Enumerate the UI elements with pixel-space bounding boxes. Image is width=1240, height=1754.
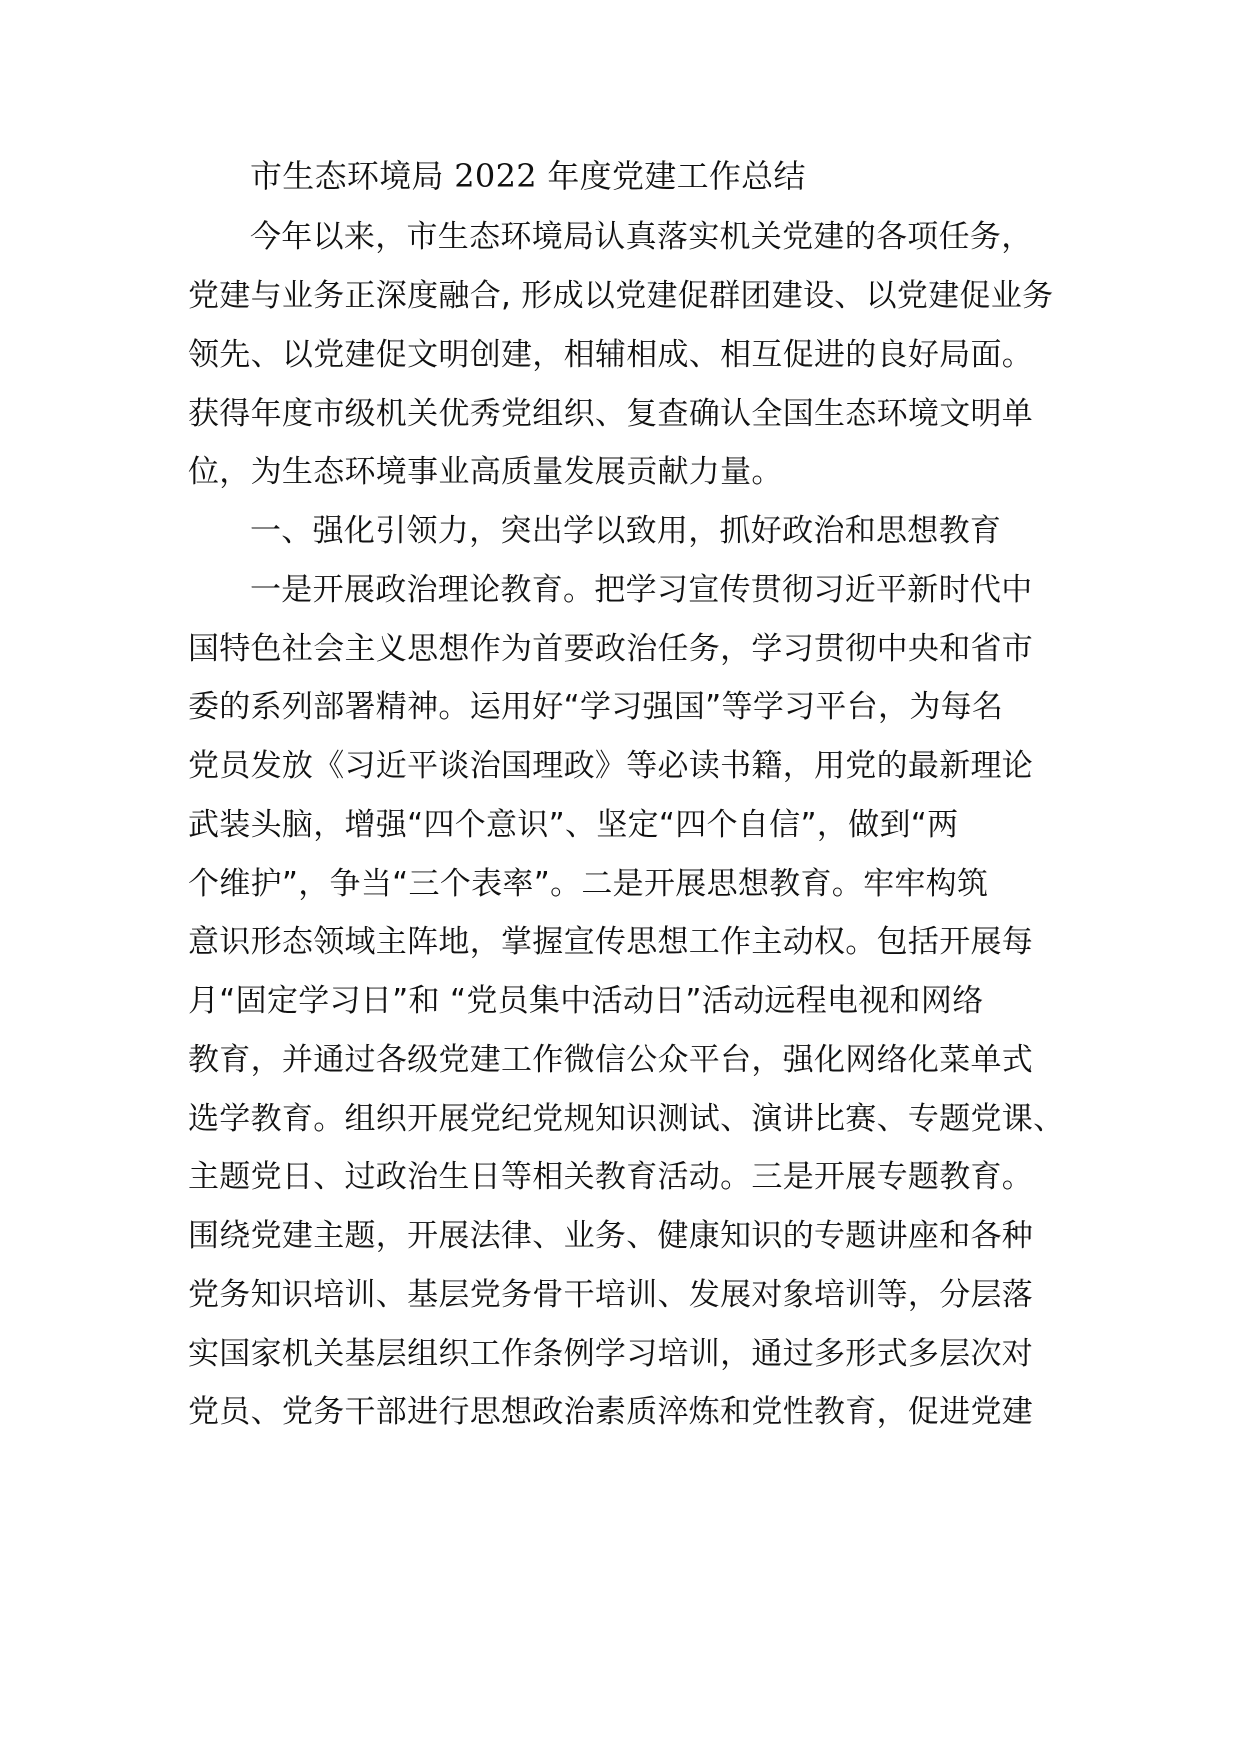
- body-line: 委的系列部署精神。运用好“学习强国”等学习平台，为每名: [188, 689, 1004, 725]
- body-line: 围绕党建主题，开展法律、业务、健康知识的专题讲座和各种: [188, 1218, 1034, 1254]
- body-line: 党员发放《习近平谈治国理政》等必读书籍，用党的最新理论: [188, 748, 1034, 784]
- body-line: 主题党日、过政治生日等相关教育活动。三是开展专题教育。: [188, 1159, 1034, 1195]
- body-line: 教育，并通过各级党建工作微信公众平台，强化网络化菜单式: [188, 1042, 1034, 1078]
- body-line: 个维护”，争当“三个表率”。二是开展思想教育。牢牢构筑: [188, 866, 989, 902]
- body-line: 选学教育。组织开展党纪党规知识测试、演讲比赛、专题党课、: [188, 1101, 1065, 1137]
- body-line: 意识形态领域主阵地，掌握宣传思想工作主动权。包括开展每: [188, 924, 1034, 960]
- body-line: 实国家机关基层组织工作条例学习培训，通过多形式多层次对: [188, 1336, 1034, 1372]
- body-line: 国特色社会主义思想作为首要政治任务，学习贯彻中央和省市: [188, 631, 1034, 667]
- intro-line: 今年以来，市生态环境局认真落实机关党建的各项任务，: [250, 219, 1033, 255]
- body-line: 党员、党务干部进行思想政治素质淬炼和党性教育，促进党建: [188, 1394, 1034, 1430]
- intro-line: 党建与业务正深度融合, 形成以党建促群团建设、以党建促业务: [188, 278, 1054, 314]
- intro-line: 领先、以党建促文明创建，相辅相成、相互促进的良好局面。: [188, 337, 1034, 373]
- body-line: 武装头脑，增强“四个意识”、坚定“四个自信”，做到“两: [188, 807, 959, 843]
- section-heading: 一、强化引领力，突出学以致用，抓好政治和思想教育: [250, 513, 1002, 549]
- body-line: 党务知识培训、基层党务骨干培训、发展对象培训等，分层落: [188, 1277, 1034, 1313]
- body-line: 月“固定学习日”和 “党员集中活动日”活动远程电视和网络: [188, 983, 984, 1019]
- intro-line: 获得年度市级机关优秀党组织、复查确认全国生态环境文明单: [188, 396, 1034, 432]
- document-title: 市生态环境局 2022 年度党建工作总结: [250, 157, 806, 195]
- body-line: 一是开展政治理论教育。把学习宣传贯彻习近平新时代中: [250, 572, 1033, 608]
- intro-line: 位，为生态环境事业高质量发展贡献力量。: [188, 454, 783, 490]
